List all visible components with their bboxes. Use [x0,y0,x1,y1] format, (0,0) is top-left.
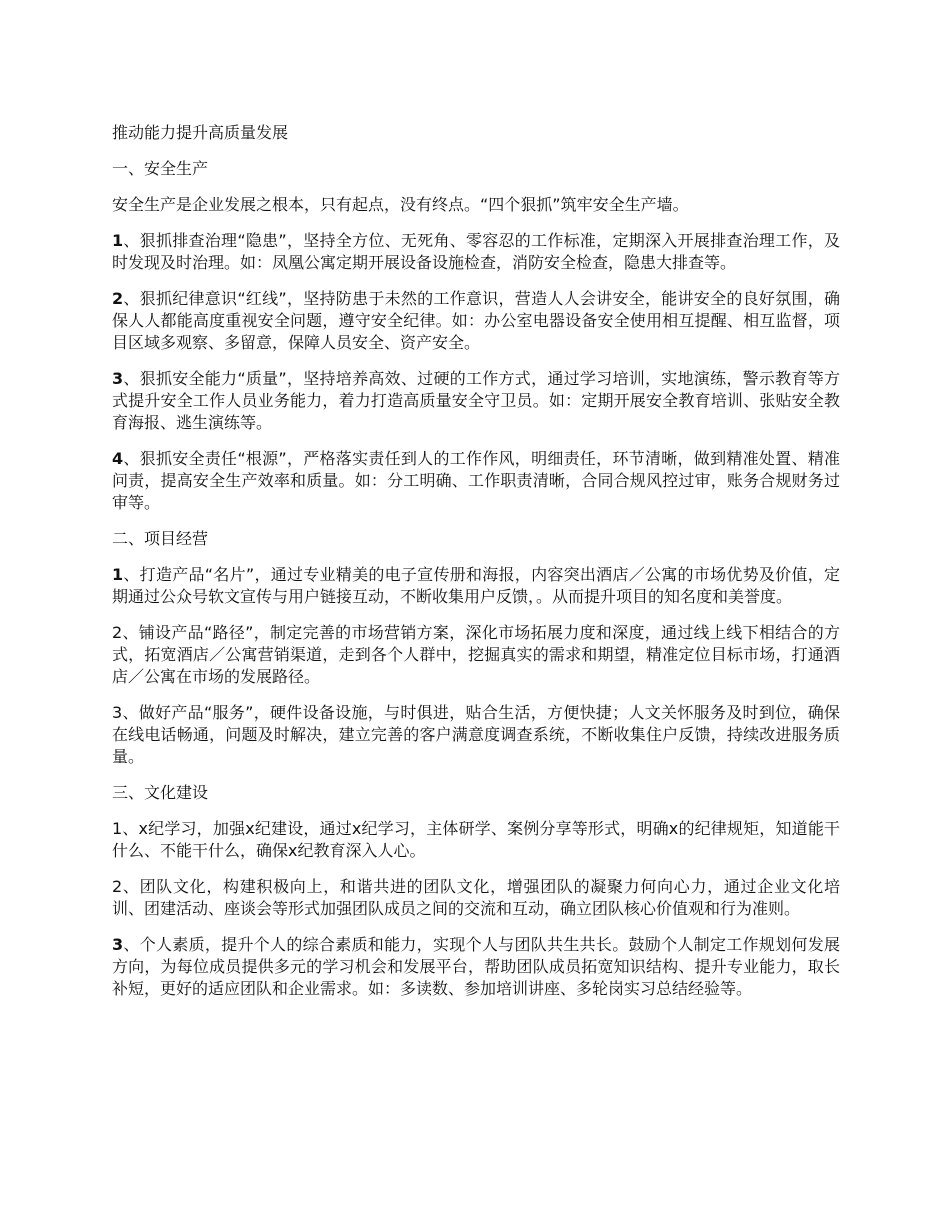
section-heading-culture: 三、文化建设 [112,783,209,802]
list-item [112,230,840,274]
list-item [112,818,840,862]
list-item [112,934,840,1000]
item-text: 、狠抓纪律意识“红线”，坚持防患于未然的工作意识，营造人人会讲安全，能讲安全的良好氛围，确保人人都能高度重视安全问题，遵守安全纪律。如：办公室电器设备安全使用相互提醒、相互监督，项目区域多观察、多留意，保障人员安全、资产安全。 [112,289,840,352]
list-item [112,368,840,434]
item-text: 3、做好产品“服务”，硬件设备设施，与时俱进，贴合生活，方便快捷；人文关怀服务及时到位，确保在线电话畅通，问题及时解决，建立完善的客户满意度调查系统，不断收集住户反馈，持续改进服务质量。 [112,703,840,766]
item-text: 、狠抓安全能力“质量”，坚持培养高效、过硬的工作方式，通过学习培训，实地演练，警示教育等方式提升安全工作人员业务能力，着力打造高质量安全守卫员。如：定期开展安全教育培训、张贴安全教育海报、逃生演练等。 [112,369,840,432]
list-item [112,622,840,688]
item-number: 4 [112,449,124,468]
item-text: 、狠抓安全责任“根源”，严格落实责任到人的工作作风，明细责任，环节清晰，做到精准处置、精准问责，提高安全生产效率和质量。如：分工明确、工作职责清晰，合同合规风控过审，账务合规财务过审等。 [112,449,840,512]
item-number: 1 [112,565,124,584]
item-number: 3 [112,935,124,954]
item-text: 、个人素质，提升个人的综合素质和能力，实现个人与团队共生共长。鼓励个人制定工作规划何发展方向，为每位成员提供多元的学习机会和发展平台，帮助团队成员拓宽知识结构、提升专业能力，取长补短，更好的适应团队和企业需求。如：多读数、参加培训讲座、多轮岗实习总结经验等。 [112,935,840,998]
item-number: 1 [112,231,124,250]
item-number: 2 [112,289,124,308]
item-text: 、狠抓排查治理“隐患”，坚持全方位、无死角、零容忍的工作标准，定期深入开展排查治理工作，及时发现及时治理。如：凤凰公寓定期开展设备设施检查，消防安全检查，隐患大排查等。 [112,231,840,272]
document-title: 推动能力提升高质量发展 [112,123,289,142]
section-heading-safety: 一、安全生产 [112,159,209,178]
item-text: 2、团队文化，构建积极向上，和谐共进的团队文化，增强团队的凝聚力何向心力，通过企业文化培训、团建活动、座谈会等形式加强团队成员之间的交流和互动，确立团队核心价值观和行为准则。 [112,877,840,918]
item-number: 3 [112,369,124,388]
list-item [112,288,840,354]
item-text: 2、铺设产品“路径”，制定完善的市场营销方案，深化市场拓展力度和深度，通过线上线下相结合的方式，拓宽酒店／公寓营销渠道，走到各个人群中，挖掘真实的需求和期望，精准定位目标市场，打通酒店／公寓在市场的发展路径。 [112,623,840,686]
section-intro-safety: 安全生产是企业发展之根本，只有起点，没有终点。“四个狠抓”筑牢安全生产墙。 [112,195,689,214]
list-item [112,876,840,920]
section-heading-operations: 二、项目经营 [112,529,209,548]
item-text: 1、x纪学习，加强x纪建设，通过x纪学习，主体研学、案例分享等形式，明确x的纪律规矩，知道能干什么、不能干什么，确保x纪教育深入人心。 [112,819,840,860]
list-item [112,564,840,608]
list-item [112,448,840,514]
item-text: 、打造产品“名片”，通过专业精美的电子宣传册和海报，内容突出酒店／公寓的市场优势及价值，定期通过公众号软文宣传与用户链接互动，不断收集用户反馈，。从而提升项目的知名度和美誉度。 [112,565,840,606]
list-item [112,702,840,768]
document-page [112,122,840,1014]
